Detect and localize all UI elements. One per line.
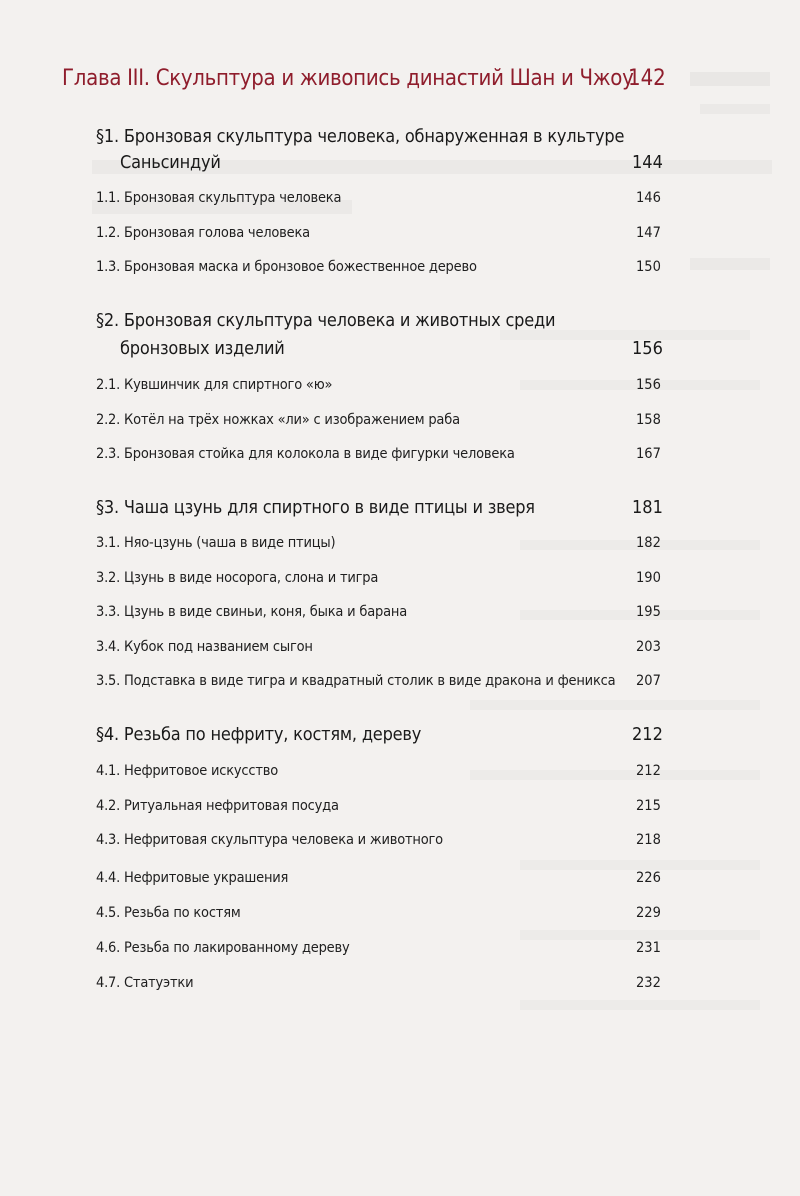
chapter-title[interactable]: Глава III. Скульптура и живопись династий Шан и Чжоу: [62, 66, 634, 91]
toc-item-4-6-page: 231: [636, 940, 661, 956]
toc-item-1-2-page: 147: [636, 225, 661, 241]
toc-item-4-4-page: 226: [636, 870, 661, 886]
toc-item-1-1-page: 146: [636, 190, 661, 206]
toc-item-4-2[interactable]: 4.2. Ритуальная нефритовая посуда: [96, 798, 339, 814]
toc-item-3-1[interactable]: 3.1. Няо-цзунь (чаша в виде птицы): [96, 535, 336, 551]
toc-item-4-5[interactable]: 4.5. Резьба по костям: [96, 905, 241, 921]
toc-item-2-3[interactable]: 2.3. Бронзовая стойка для колокола в виде фигурки человека: [96, 446, 515, 462]
section-2-page-number: 156: [632, 338, 663, 359]
toc-item-3-4[interactable]: 3.4. Кубок под названием сыгон: [96, 639, 313, 655]
toc-item-4-4[interactable]: 4.4. Нефритовые украшения: [96, 870, 289, 886]
toc-item-3-5-page: 207: [636, 673, 661, 689]
toc-item-4-3-page: 218: [636, 832, 661, 848]
toc-item-3-5[interactable]: 3.5. Подставка в виде тигра и квадратный столик в виде дракона и феникса: [96, 673, 616, 689]
section-4-page-number: 212: [632, 724, 663, 745]
toc-item-4-1-page: 212: [636, 763, 661, 779]
section-3-page-number: 181: [632, 497, 663, 518]
section-1-page-number: 144: [632, 152, 663, 173]
section-3-title[interactable]: §3. Чаша цзунь для спиртного в виде птицы и зверя: [96, 497, 535, 518]
toc-item-4-1[interactable]: 4.1. Нефритовое искусство: [96, 763, 279, 779]
section-1-title-line1[interactable]: §1. Бронзовая скульптура человека, обнаруженная в культуре: [96, 126, 625, 147]
toc-item-1-2[interactable]: 1.2. Бронзовая голова человека: [96, 225, 310, 241]
toc-item-3-3[interactable]: 3.3. Цзунь в виде свиньи, коня, быка и барана: [96, 604, 408, 620]
section-2-title-line2[interactable]: бронзовых изделий: [120, 338, 285, 359]
toc-item-2-2-page: 158: [636, 412, 661, 428]
toc-item-2-1-page: 156: [636, 377, 661, 393]
toc-item-3-1-page: 182: [636, 535, 661, 551]
toc-item-4-6[interactable]: 4.6. Резьба по лакированному дереву: [96, 940, 350, 956]
toc-item-2-2[interactable]: 2.2. Котёл на трёх ножках «ли» с изображением раба: [96, 412, 460, 428]
toc-item-3-4-page: 203: [636, 639, 661, 655]
toc-item-2-3-page: 167: [636, 446, 661, 462]
toc-item-1-3-page: 150: [636, 259, 661, 275]
section-4-title[interactable]: §4. Резьба по нефриту, костям, дереву: [96, 724, 422, 745]
toc-item-2-1[interactable]: 2.1. Кувшинчик для спиртного «ю»: [96, 377, 333, 393]
toc-item-3-2[interactable]: 3.2. Цзунь в виде носорога, слона и тигра: [96, 570, 379, 586]
toc-item-4-3[interactable]: 4.3. Нефритовая скульптура человека и животного: [96, 832, 443, 848]
toc-item-3-2-page: 190: [636, 570, 661, 586]
chapter-page-number: 142: [628, 66, 666, 91]
toc-item-4-2-page: 215: [636, 798, 661, 814]
toc-item-4-5-page: 229: [636, 905, 661, 921]
section-2-title-line1[interactable]: §2. Бронзовая скульптура человека и животных среди: [96, 310, 556, 331]
toc-item-4-7-page: 232: [636, 975, 661, 991]
section-1-title-line2[interactable]: Саньсиндуй: [120, 152, 221, 173]
toc-item-4-7[interactable]: 4.7. Статуэтки: [96, 975, 194, 991]
toc-item-1-1[interactable]: 1.1. Бронзовая скульптура человека: [96, 190, 342, 206]
toc-item-1-3[interactable]: 1.3. Бронзовая маска и бронзовое божественное дерево: [96, 259, 477, 275]
toc-item-3-3-page: 195: [636, 604, 661, 620]
